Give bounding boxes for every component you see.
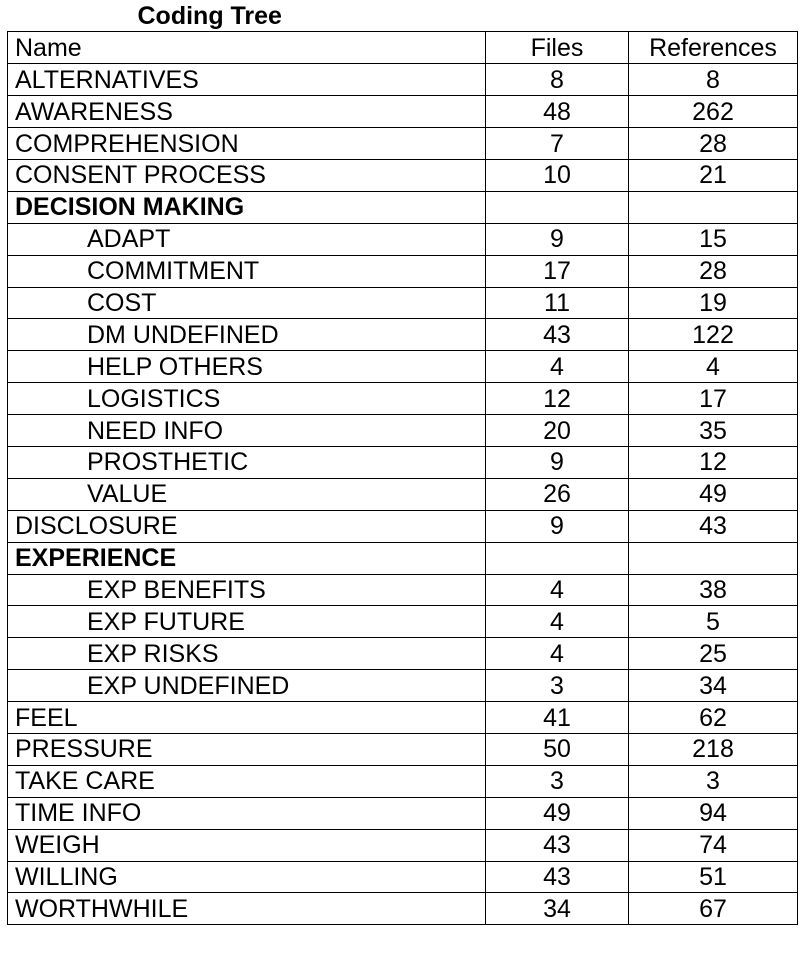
row-files: 9 [486, 223, 629, 255]
row-name: WEIGH [8, 829, 486, 861]
row-name: PROSTHETIC [8, 446, 486, 478]
row-name: FEEL [8, 702, 486, 734]
row-references: 218 [629, 733, 798, 765]
row-files: 34 [486, 893, 629, 925]
row-files: 11 [486, 287, 629, 319]
row-files: 43 [486, 319, 629, 351]
table-row [8, 861, 798, 893]
row-references: 28 [629, 255, 798, 287]
row-references: 3 [629, 765, 798, 797]
row-name: PRESSURE [8, 733, 486, 765]
row-name: NEED INFO [8, 415, 486, 447]
table-row [8, 797, 798, 829]
row-name: DM UNDEFINED [8, 319, 486, 351]
row-references: 34 [629, 670, 798, 702]
table-row [8, 638, 798, 670]
row-references: 12 [629, 446, 798, 478]
row-files: 3 [486, 670, 629, 702]
row-name: WILLING [8, 861, 486, 893]
row-name: COMMITMENT [8, 255, 486, 287]
header-references: References [629, 32, 798, 64]
row-references: 35 [629, 415, 798, 447]
row-references: 62 [629, 702, 798, 734]
row-references: 17 [629, 383, 798, 415]
row-references: 74 [629, 829, 798, 861]
table-row [8, 287, 798, 319]
row-references: 5 [629, 606, 798, 638]
table-row [8, 255, 798, 287]
table-row [8, 574, 798, 606]
row-name: LOGISTICS [8, 383, 486, 415]
row-name: COST [8, 287, 486, 319]
row-files [486, 191, 629, 223]
row-references: 4 [629, 351, 798, 383]
row-files: 8 [486, 64, 629, 96]
table-row [8, 446, 798, 478]
row-name: EXP UNDEFINED [8, 670, 486, 702]
table-row [8, 351, 798, 383]
table-row [8, 383, 798, 415]
row-files: 12 [486, 383, 629, 415]
row-files: 26 [486, 478, 629, 510]
row-name: ALTERNATIVES [8, 64, 486, 96]
row-references: 25 [629, 638, 798, 670]
header-name: Name [8, 32, 486, 64]
header-files: Files [486, 32, 629, 64]
row-files: 48 [486, 96, 629, 128]
row-files: 9 [486, 446, 629, 478]
table-row [8, 733, 798, 765]
row-references: 8 [629, 64, 798, 96]
row-references: 19 [629, 287, 798, 319]
table-row [8, 191, 798, 223]
row-references: 94 [629, 797, 798, 829]
table-row [8, 606, 798, 638]
row-files: 4 [486, 574, 629, 606]
table-row [8, 415, 798, 447]
row-name: TIME INFO [8, 797, 486, 829]
row-files: 4 [486, 638, 629, 670]
table-row [8, 478, 798, 510]
row-files: 10 [486, 159, 629, 191]
row-name: VALUE [8, 478, 486, 510]
row-name: EXP FUTURE [8, 606, 486, 638]
table-row [8, 64, 798, 96]
row-references: 38 [629, 574, 798, 606]
row-files: 4 [486, 606, 629, 638]
row-files: 49 [486, 797, 629, 829]
table-row [8, 542, 798, 574]
row-name: WORTHWHILE [8, 893, 486, 925]
row-files: 41 [486, 702, 629, 734]
table-row [8, 893, 798, 925]
row-references: 43 [629, 510, 798, 542]
row-files: 20 [486, 415, 629, 447]
row-references: 15 [629, 223, 798, 255]
row-files: 43 [486, 861, 629, 893]
table-row [8, 702, 798, 734]
row-name: CONSENT PROCESS [8, 159, 486, 191]
coding-tree-table [7, 0, 798, 925]
row-name: AWARENESS [8, 96, 486, 128]
row-references [629, 191, 798, 223]
row-name: TAKE CARE [8, 765, 486, 797]
table-row [8, 510, 798, 542]
table-row [8, 765, 798, 797]
row-references: 49 [629, 478, 798, 510]
table-row [8, 128, 798, 160]
table-row [8, 159, 798, 191]
row-name: EXP BENEFITS [8, 574, 486, 606]
table-row [8, 96, 798, 128]
row-references: 51 [629, 861, 798, 893]
row-references: 28 [629, 128, 798, 160]
table-row [8, 319, 798, 351]
row-files: 17 [486, 255, 629, 287]
row-name: HELP OTHERS [8, 351, 486, 383]
row-name: COMPREHENSION [8, 128, 486, 160]
row-references: 21 [629, 159, 798, 191]
table-row [8, 223, 798, 255]
row-references: 262 [629, 96, 798, 128]
row-name: EXPERIENCE [8, 542, 486, 574]
header-row [8, 32, 798, 64]
table-row [8, 670, 798, 702]
table-row [8, 829, 798, 861]
title-row [8, 0, 798, 32]
row-files: 9 [486, 510, 629, 542]
table-title: Coding Tree [8, 0, 798, 32]
row-references: 67 [629, 893, 798, 925]
row-files: 50 [486, 733, 629, 765]
row-files: 7 [486, 128, 629, 160]
row-name: DECISION MAKING [8, 191, 486, 223]
row-name: DISCLOSURE [8, 510, 486, 542]
row-name: ADAPT [8, 223, 486, 255]
row-files [486, 542, 629, 574]
row-files: 43 [486, 829, 629, 861]
row-files: 3 [486, 765, 629, 797]
row-name: EXP RISKS [8, 638, 486, 670]
row-files: 4 [486, 351, 629, 383]
row-references: 122 [629, 319, 798, 351]
row-references [629, 542, 798, 574]
